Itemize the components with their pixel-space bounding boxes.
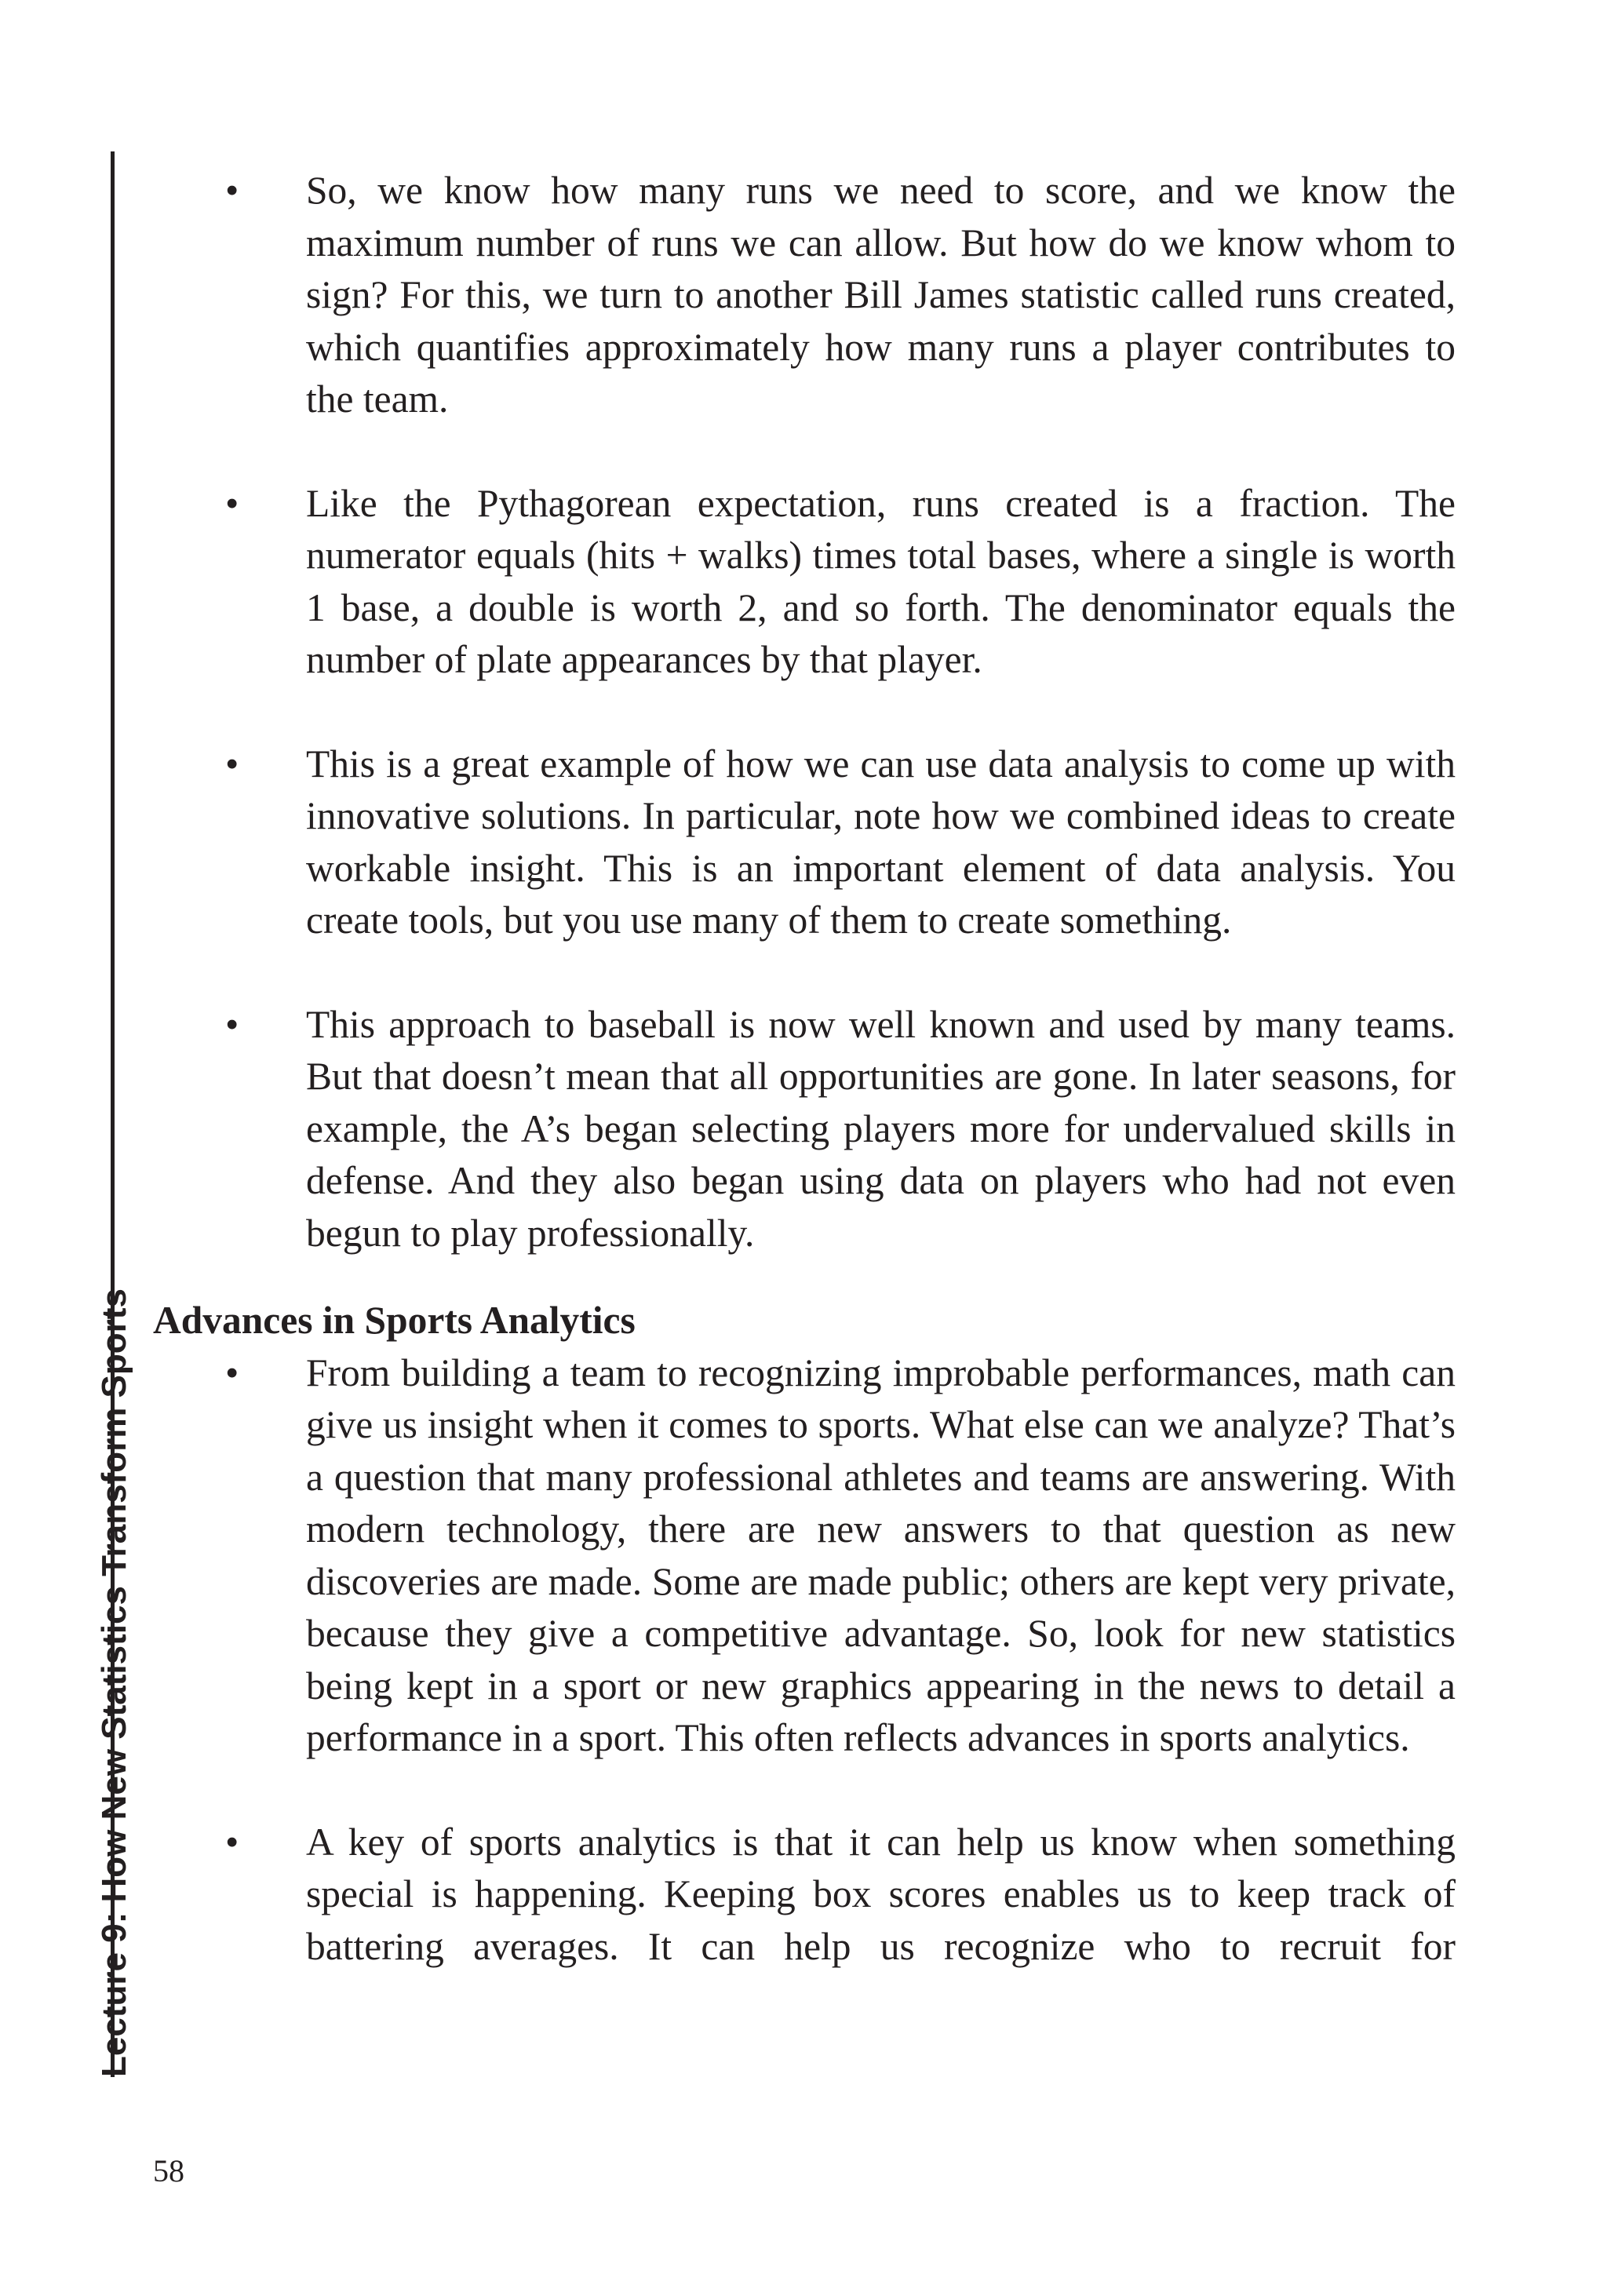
bullet-paragraph: • So, we know how many runs we need to score, and we know the maximum number of runs we can allow. But how do we know whom to sign? For this, we turn to another Bill James statistic called runs created, which quantifies approximately how many runs a player contributes to the team.: [153, 165, 1456, 426]
bullet-paragraph: • This approach to baseball is now well known and used by many teams. But that doesn’t mean that all opportunities are gone. In later seasons, for example, the A’s began selecting players more for undervalued skills in defense. And they also began using data on players who had not even begun to play professionally.: [153, 999, 1456, 1260]
bullet-paragraph: • A key of sports analytics is that it can help us know when something special is happening. Keeping box scores enables us to keep track of battering averages. It can help us recognize who to recruit for: [153, 1817, 1456, 1973]
section-heading: Advances in Sports Analytics: [153, 1299, 636, 1342]
running-head-lecture-title: Lecture 9: How New Statistics Transform Sports: [95, 1288, 133, 2077]
bullet-paragraph: • Like the Pythagorean expectation, runs created is a fraction. The numerator equals (hits + walks) times total bases, where a single is worth 1 base, a double is worth 2, and so forth. The denominator equals the number of plate appearances by that player.: [153, 478, 1456, 687]
page-body: [153, 165, 1456, 1973]
bullet-paragraph: • This is a great example of how we can use data analysis to come up with innovative solutions. In particular, note how we combined ideas to create workable insight. This is an important element of data analysis. You create tools, but you use many of them to create something.: [153, 738, 1456, 947]
bullet-paragraph: • From building a team to recognizing improbable performances, math can give us insight when it comes to sports. What else can we analyze? That’s a question that many professional athletes and teams are answering. With modern technology, there are new answers to that question as new discoveries are made. Some are made public; others are kept very private, because they give a competitive advantage. So, look for new statistics being kept in a sport or new graphics appearing in the news to detail a performance in a sport. This often reflects advances in sports analytics.: [153, 1347, 1456, 1765]
page-number: 58: [153, 2153, 184, 2188]
